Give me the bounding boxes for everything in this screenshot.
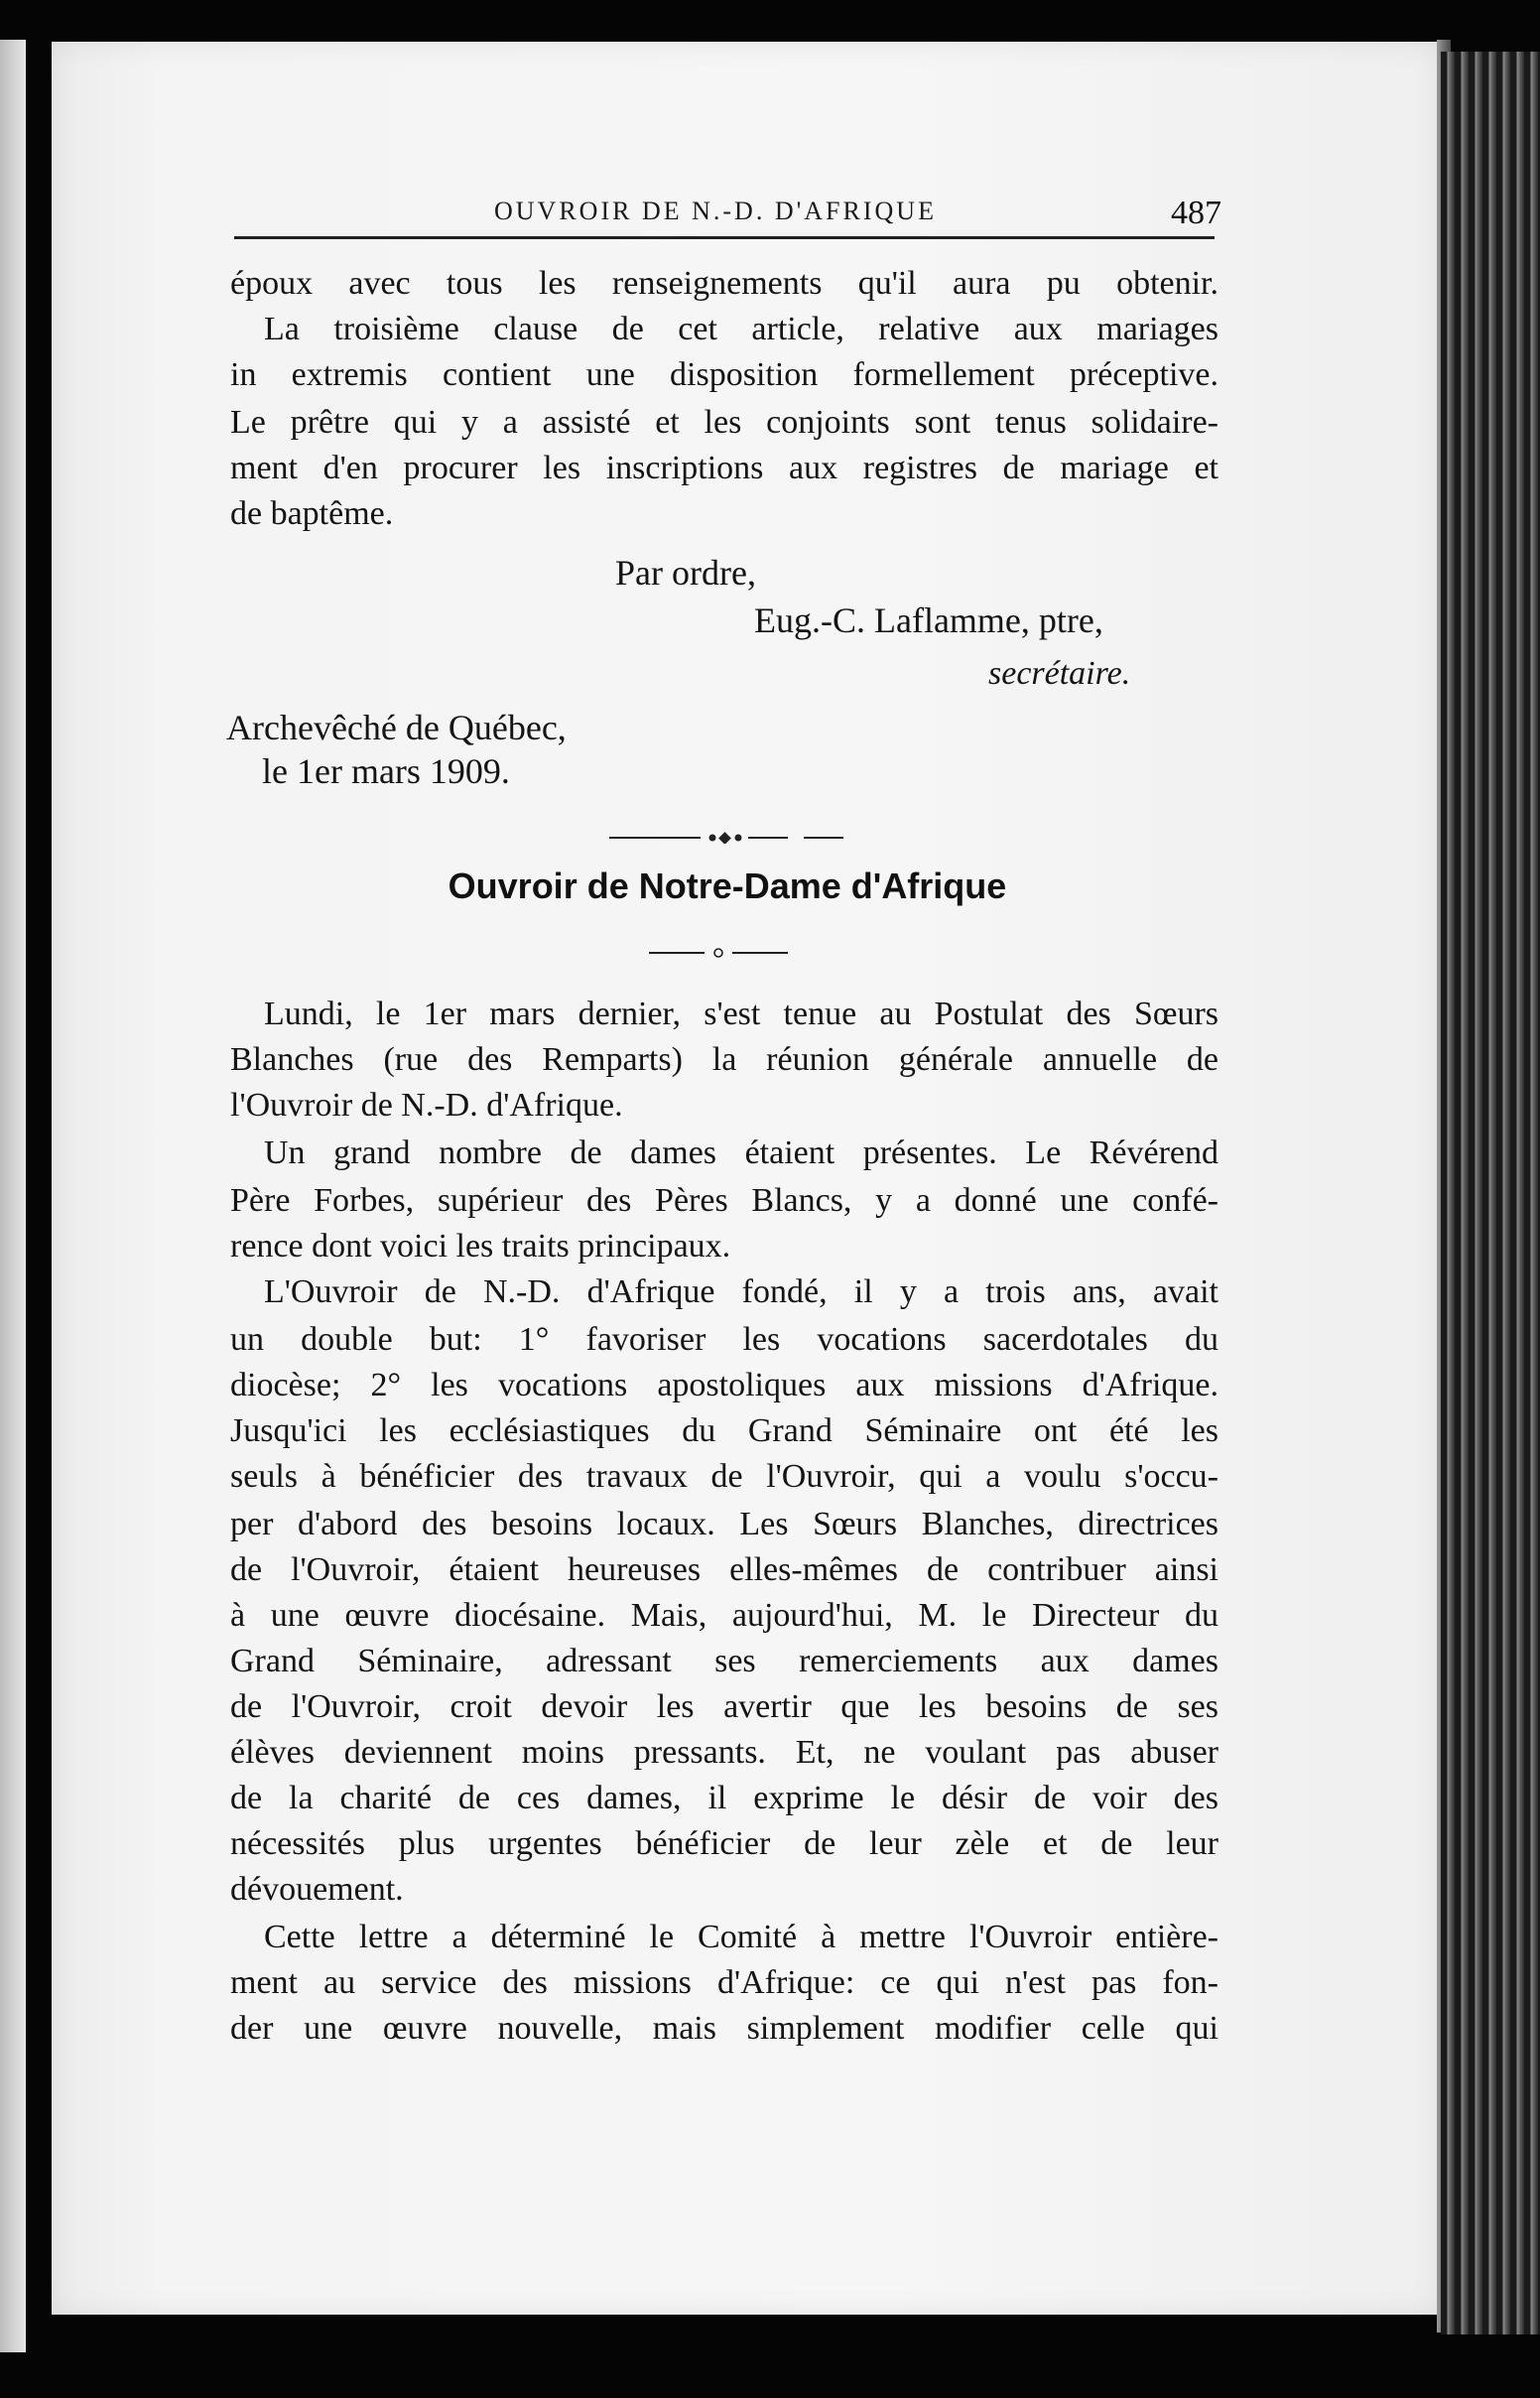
text-line: nécessités plus urgentes bénéficier de leur zèle et de leur [230, 1825, 1219, 1862]
text-line: Grand Séminaire, adressant ses remerciements aux dames [230, 1643, 1219, 1679]
text-line: Père Forbes, supérieur des Pères Blancs, y a donné une confé- [230, 1182, 1219, 1219]
previous-page-edge [0, 40, 26, 2352]
text-line: à une œuvre diocésaine. Mais, aujourd'hui, M. le Directeur du [230, 1597, 1219, 1634]
text-line: dévouement. [230, 1871, 404, 1908]
text-line: in extremis contient une disposition formellement préceptive. [230, 356, 1219, 393]
header-rule [234, 236, 1215, 239]
text-line: époux avec tous les renseignements qu'il aura pu obtenir. [230, 265, 1219, 302]
text-line: seuls à bénéficier des travaux de l'Ouvroir, qui a voulu s'occu- [230, 1458, 1219, 1495]
signature-par-ordre: Par ordre, [615, 553, 756, 593]
text-line: L'Ouvroir de N.-D. d'Afrique fondé, il y a trois ans, avait [264, 1273, 1219, 1310]
text-line: de l'Ouvroir, croit devoir les avertir que les besoins de ses [230, 1688, 1219, 1725]
text-line: per d'abord des besoins locaux. Les Sœurs Blanches, directrices [230, 1506, 1219, 1542]
dateline-date: le 1er mars 1909. [262, 751, 510, 791]
signature-name: Eug.-C. Laflamme, ptre, [754, 600, 1103, 640]
text-line: Blanches (rue des Remparts) la réunion générale annuelle de [230, 1041, 1219, 1078]
text-line: Cette lettre a déterminé le Comité à mettre l'Ouvroir entière- [264, 1919, 1219, 1955]
text-line: de baptême. [230, 495, 394, 532]
text-line: diocèse; 2° les vocations apostoliques aux missions d'Afrique. [230, 1367, 1219, 1403]
text-line: der une œuvre nouvelle, mais simplement modifier celle qui [230, 2010, 1219, 2047]
text-line: un double but: 1° favoriser les vocations sacerdotales du [230, 1321, 1219, 1358]
section-heading: Ouvroir de Notre-Dame d'Afrique [448, 866, 1007, 906]
text-line: de la charité de ces dames, il exprime le désir de voir des [230, 1780, 1219, 1816]
text-line: de l'Ouvroir, étaient heureuses elles-mêmes de contribuer ainsi [230, 1551, 1219, 1588]
small-divider [649, 945, 788, 961]
page-number: 487 [1171, 195, 1221, 231]
text-line: Le prêtre qui y a assisté et les conjoints sont tenus solidaire- [230, 404, 1219, 441]
text-line: La troisième clause de cet article, relative aux mariages [264, 311, 1219, 347]
text-line: ment d'en procurer les inscriptions aux registres de mariage et [230, 450, 1219, 486]
dateline-place: Archevêché de Québec, [226, 708, 567, 747]
text-line: rence dont voici les traits principaux. [230, 1228, 731, 1265]
text-line: ment au service des missions d'Afrique: ce qui n'est pas fon- [230, 1964, 1219, 2001]
text-line: Lundi, le 1er mars dernier, s'est tenue au Postulat des Sœurs [264, 996, 1219, 1032]
text-line: Jusqu'ici les ecclésiastiques du Grand Séminaire ont été les [230, 1412, 1219, 1449]
text-line: l'Ouvroir de N.-D. d'Afrique. [230, 1087, 623, 1124]
running-header: OUVROIR DE N.-D. D'AFRIQUE [494, 197, 937, 225]
page-stack-edges [1441, 52, 1540, 2334]
ornamental-rule [609, 832, 843, 844]
signature-title: secrétaire. [988, 655, 1131, 692]
text-line: élèves deviennent moins pressants. Et, ne voulant pas abuser [230, 1734, 1219, 1771]
text-line: Un grand nombre de dames étaient présentes. Le Révérend [264, 1134, 1219, 1171]
